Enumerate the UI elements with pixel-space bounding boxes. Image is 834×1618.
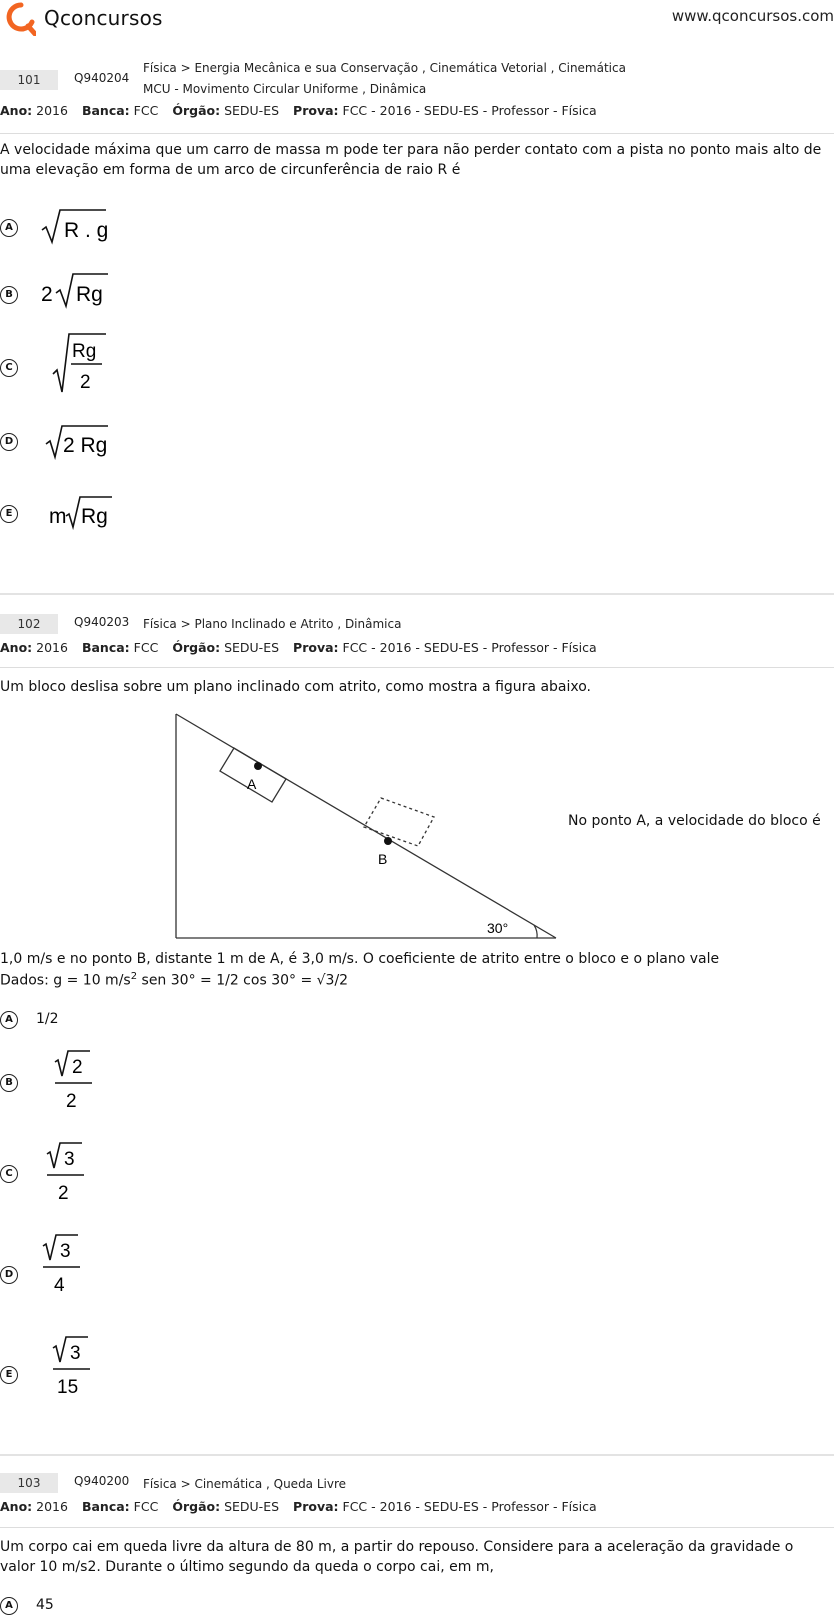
subject-breadcrumb-line1[interactable]: Física > Energia Mecânica e sua Conservação , Cinemática Vetorial , Cinemática [143,61,626,75]
ano-label: Ano: [0,640,33,655]
prova-value: FCC - 2016 - SEDU-ES - Professor - Física [342,640,597,655]
option-b-marker[interactable]: B [0,1074,18,1092]
point-a-label: A [247,776,257,792]
ano-value: 2016 [36,103,68,118]
question-statement: Um corpo cai em queda livre da altura de 80 m, a partir do repouso. Considere para a aceleração da gravidade o valor 10 m/s2. Durante o último segundo da queda o corpo cai, em m, [0,1539,794,1575]
question-meta [0,1499,597,1514]
prova-label: Prova: [293,1499,339,1514]
point-b-label: B [378,851,388,867]
question-id[interactable]: Q940200 [74,1474,130,1488]
question-separator [0,593,834,595]
statement-continuation: 1,0 m/s e no ponto B, distante 1 m de A, é 3,0 m/s. O coeficiente de atrito entre o bloco e o plano vale [0,951,720,967]
option-b-formula [52,1048,98,1112]
denominator: 2 [80,372,91,393]
divider [0,1527,834,1528]
question-id[interactable]: Q940203 [74,615,130,629]
option-a-marker[interactable]: A [0,219,18,237]
question-meta [0,640,597,655]
question-number: 103 [0,1473,58,1493]
option-e-marker[interactable]: E [0,1366,18,1384]
prova-label: Prova: [293,103,339,118]
option-d-formula [40,1232,86,1296]
denominator: 15 [57,1377,79,1398]
banca-label: Banca: [81,1499,130,1514]
banca-label: Banca: [81,640,130,655]
option-b-marker[interactable]: B [0,286,18,304]
question-statement: Um bloco deslisa sobre um plano inclinado com atrito, como mostra a figura abaixo. [0,679,592,695]
option-a-marker[interactable]: A [0,1011,18,1029]
subject-breadcrumb-line1[interactable]: Física > Cinemática , Queda Livre [143,1477,347,1491]
option-a-text: 45 [36,1597,54,1613]
option-e-formula [50,1334,96,1398]
ano-label: Ano: [0,1499,33,1514]
prova-value: FCC - 2016 - SEDU-ES - Professor - Física [342,103,597,118]
radicand: 3 [60,1241,71,1262]
brand-name[interactable]: Qconcursos [44,6,163,30]
subject-breadcrumb-line2[interactable]: MCU - Movimento Circular Uniforme , Dinâmica [143,82,427,96]
orgao-label: Órgão: [172,1499,221,1514]
radicand: Rg [76,283,103,306]
divider [0,133,834,134]
banca-label: Banca: [81,103,130,118]
given-data [0,967,830,991]
block-at-a [220,748,286,802]
angle-label: 30° [487,920,509,936]
block-at-b-dashed [364,798,434,846]
divider [0,667,834,668]
given-data-exponent: 2 [130,971,138,982]
orgao-label: Órgão: [172,640,221,655]
radicand: 3 [70,1343,81,1364]
radicand: Rg [81,505,108,528]
option-b-formula [40,272,120,312]
given-data-prefix: Dados: g = 10 m/s [0,972,131,989]
question-meta [0,103,597,118]
question-id[interactable]: Q940204 [74,71,130,85]
point-a-dot [254,762,262,770]
banca-value: FCC [133,640,159,655]
coefficient: m [49,505,67,528]
orgao-value: SEDU-ES [224,1499,280,1514]
option-e-formula [48,494,128,534]
site-url[interactable]: www.qconcursos.com [671,7,834,25]
option-a-formula [40,206,120,246]
question-number: 101 [0,70,58,90]
option-c-marker[interactable]: C [0,1165,18,1183]
question-statement: A velocidade máxima que um carro de massa m pode ter para não perder contato com a pista no ponto mais alto de uma elevação em forma de um arco de circunferência de raio R é [0,142,822,178]
question-separator [0,1454,834,1456]
option-d-formula [44,422,124,462]
orgao-value: SEDU-ES [224,640,280,655]
orgao-label: Órgão: [172,103,221,118]
question-number: 102 [0,614,58,634]
point-b-dot [384,837,392,845]
ano-value: 2016 [36,640,68,655]
subject-breadcrumb-line1[interactable]: Física > Plano Inclinado e Atrito , Dinâmica [143,617,402,631]
option-a-text: 1/2 [36,1011,59,1027]
denominator: 4 [54,1275,65,1296]
option-c-formula [44,1140,90,1204]
radicand: 2 Rg [63,434,108,457]
option-d-marker[interactable]: D [0,433,18,451]
ano-value: 2016 [36,1499,68,1514]
radicand: 3 [64,1149,75,1170]
denominator: 2 [66,1091,77,1112]
prova-value: FCC - 2016 - SEDU-ES - Professor - Física [342,1499,597,1514]
numerator: Rg [72,341,97,362]
radicand: R . g [64,219,109,242]
qconcursos-logo-icon[interactable] [6,2,36,36]
orgao-value: SEDU-ES [224,103,280,118]
given-data-rest: sen 30° = 1/2 cos 30° = √3/2 [137,972,349,989]
banca-value: FCC [133,103,159,118]
option-c-formula [50,330,120,396]
figure-side-text: No ponto A, a velocidade do bloco é [568,813,821,829]
banca-value: FCC [133,1499,159,1514]
option-e-marker[interactable]: E [0,505,18,523]
option-c-marker[interactable]: C [0,359,18,377]
prova-label: Prova: [293,640,339,655]
option-a-marker[interactable]: A [0,1597,18,1615]
inclined-plane-figure [170,712,570,944]
denominator: 2 [58,1183,69,1204]
option-d-marker[interactable]: D [0,1266,18,1284]
radicand: 2 [72,1057,83,1078]
ano-label: Ano: [0,103,33,118]
coefficient: 2 [41,283,53,306]
